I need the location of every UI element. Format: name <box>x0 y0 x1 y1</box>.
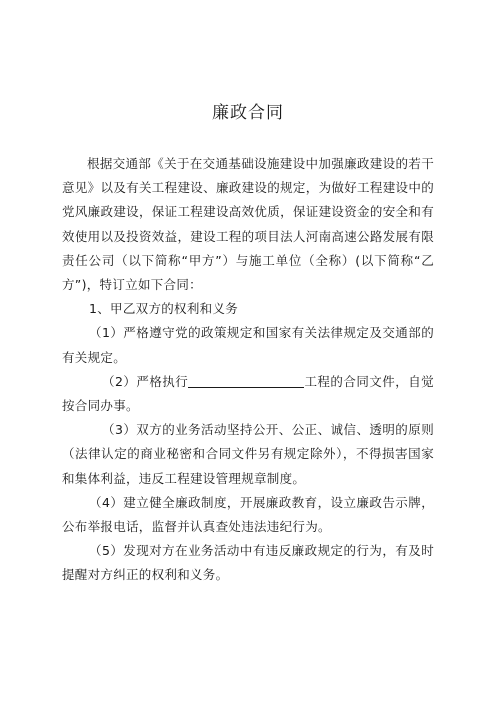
document-body <box>62 152 434 588</box>
document-title: 廉政合同 <box>212 103 284 123</box>
clause-3: （3）双方的业务活动坚持公开、公正、诚信、透明的原则（法律认定的商业秘密和合同文件另有规定除外），不得损害国家和集体利益，违反工程建设管理规章制度。 <box>62 422 434 486</box>
clause-2-suffix: 工程的合同文件，自觉按合同办事。 <box>62 373 434 414</box>
blank-line <box>188 373 304 388</box>
intro-paragraph: 根据交通部《关于在交通基础设施建设中加强廉政建设的若干意见》以及有关工程建设、廉政建设的规定，为做好工程建设中的党风廉政建设，保证工程建设高效优质，保证建设资金的安全和有效使用以及投资效益，建设工程的项目法人河南高速公路发展有限责任公司（以下简称“甲方”）与施工单位（全称）(以下简称“乙方”)，特订立如下合同： <box>62 156 434 293</box>
clause-2-prefix: （2）严格执行 <box>102 373 189 389</box>
clause-5: （5）发现对方在业务活动中有违反廉政规定的行为，有及时提醒对方纠正的权利和义务。 <box>62 543 434 583</box>
clause-4: （4）建立健全廉政制度，开展廉政教育，设立廉政告示牌，公布举报电话，监督并认真查处违法违纪行为。 <box>62 494 434 535</box>
section-heading: 1、甲乙双方的权利和义务 <box>89 301 239 317</box>
clause-2 <box>62 370 434 418</box>
clause-1: （1）严格遵守党的政策规定和国家有关法律规定及交通部的有关规定。 <box>62 325 434 365</box>
